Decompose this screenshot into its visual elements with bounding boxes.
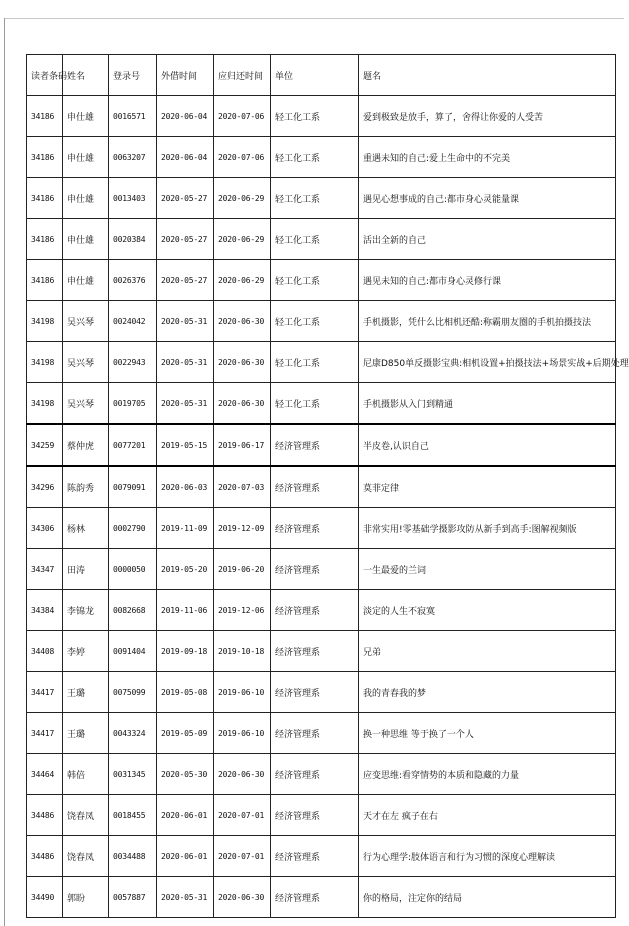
cell-unit: 轻工化工系 — [271, 96, 359, 137]
cell-title: 莫菲定律 — [359, 466, 616, 508]
cell-lend-date: 2019-11-09 — [157, 508, 214, 549]
cell-lend-date: 2020-05-31 — [157, 301, 214, 342]
cell-title: 淡定的人生不寂寞 — [359, 590, 616, 631]
header-unit: 单位 — [271, 55, 359, 96]
cell-reg-no: 0063207 — [109, 137, 157, 178]
cell-reader-id: 34347 — [27, 549, 63, 590]
cell-lend-date: 2019-09-18 — [157, 631, 214, 672]
table-row — [27, 219, 616, 260]
cell-name: 申仕雄 — [63, 260, 109, 301]
cell-unit: 经济管理系 — [271, 508, 359, 549]
cell-name: 吴兴琴 — [63, 301, 109, 342]
cell-title: 兄弟 — [359, 631, 616, 672]
cell-unit: 经济管理系 — [271, 549, 359, 590]
cell-due-date: 2019-06-10 — [214, 672, 271, 713]
cell-unit: 经济管理系 — [271, 590, 359, 631]
table-body — [27, 96, 629, 918]
cell-name: 王璐 — [63, 713, 109, 754]
cell-unit: 经济管理系 — [271, 754, 359, 795]
cell-unit: 经济管理系 — [271, 466, 359, 508]
table-row — [27, 383, 616, 425]
cell-reader-id: 34384 — [27, 590, 63, 631]
cell-lend-date: 2020-06-04 — [157, 137, 214, 178]
cell-reader-id: 34186 — [27, 96, 63, 137]
cell-title: 半皮卷,认识自己 — [359, 424, 616, 466]
cell-title: 遇见心想事成的自己:都市身心灵能量课 — [359, 178, 616, 219]
cell-reg-no: 0034488 — [109, 836, 157, 877]
cell-title: 应变思维:看穿情势的本质和隐藏的力量 — [359, 754, 616, 795]
cell-name: 申仕雄 — [63, 178, 109, 219]
cell-reader-id: 34417 — [27, 672, 63, 713]
cell-name: 郭盼 — [63, 877, 109, 918]
cell-reader-id: 34417 — [27, 713, 63, 754]
cell-name: 申仕雄 — [63, 219, 109, 260]
cell-lend-date: 2019-05-09 — [157, 713, 214, 754]
cell-due-date: 2020-06-30 — [214, 342, 271, 383]
cell-reg-no: 0018455 — [109, 795, 157, 836]
cell-name: 蔡仲虎 — [63, 424, 109, 466]
page-top-edge — [4, 18, 624, 19]
cell-name: 申仕雄 — [63, 137, 109, 178]
cell-title: 我的青春我的梦 — [359, 672, 616, 713]
cell-due-date: 2020-07-01 — [214, 836, 271, 877]
cell-lend-date: 2019-05-15 — [157, 424, 214, 466]
cell-reg-no: 0091404 — [109, 631, 157, 672]
table-row — [27, 178, 616, 219]
table-row — [27, 260, 616, 301]
cell-due-date: 2019-10-18 — [214, 631, 271, 672]
cell-lend-date: 2020-06-03 — [157, 466, 214, 508]
cell-due-date: 2020-06-30 — [214, 301, 271, 342]
cell-due-date: 2020-07-03 — [214, 466, 271, 508]
cell-title: 爱到极致是放手，算了，舍得让你爱的人受苦 — [359, 96, 616, 137]
cell-reg-no: 0022943 — [109, 342, 157, 383]
cell-unit: 经济管理系 — [271, 836, 359, 877]
cell-title: 行为心理学:肢体语言和行为习惯的深度心理解读 — [359, 836, 616, 877]
cell-lend-date: 2020-05-27 — [157, 178, 214, 219]
cell-reg-no: 0077201 — [109, 424, 157, 466]
cell-reader-id: 34408 — [27, 631, 63, 672]
cell-unit: 轻工化工系 — [271, 137, 359, 178]
cell-reg-no: 0024042 — [109, 301, 157, 342]
table-row — [27, 301, 616, 342]
header-reader-id: 读者条码 — [27, 55, 63, 96]
cell-due-date: 2019-06-17 — [214, 424, 271, 466]
cell-unit: 轻工化工系 — [271, 383, 359, 425]
header-lend-date: 外借时间 — [157, 55, 214, 96]
cell-reg-no: 0031345 — [109, 754, 157, 795]
cell-reader-id: 34186 — [27, 219, 63, 260]
cell-due-date: 2020-06-30 — [214, 754, 271, 795]
cell-lend-date: 2020-06-01 — [157, 836, 214, 877]
cell-reg-no: 0000050 — [109, 549, 157, 590]
overdue-records-table — [26, 54, 629, 918]
table-row — [27, 342, 616, 383]
table-row — [27, 754, 616, 795]
cell-due-date: 2019-06-10 — [214, 713, 271, 754]
cell-unit: 经济管理系 — [271, 713, 359, 754]
cell-reg-no: 0057887 — [109, 877, 157, 918]
cell-name: 吴兴琴 — [63, 342, 109, 383]
cell-reg-no: 0043324 — [109, 713, 157, 754]
cell-name: 李锦龙 — [63, 590, 109, 631]
cell-reader-id: 34198 — [27, 342, 63, 383]
cell-unit: 经济管理系 — [271, 795, 359, 836]
cell-reader-id: 34198 — [27, 301, 63, 342]
cell-title: 重遇未知的自己:爱上生命中的不完美 — [359, 137, 616, 178]
cell-reg-no: 0079091 — [109, 466, 157, 508]
table-row — [27, 466, 616, 508]
cell-name: 饶春凤 — [63, 836, 109, 877]
cell-name: 申仕雄 — [63, 96, 109, 137]
cell-title: 手机摄影从入门到精通 — [359, 383, 616, 425]
cell-reg-no: 0075099 — [109, 672, 157, 713]
cell-reg-no: 0026376 — [109, 260, 157, 301]
cell-lend-date: 2020-05-31 — [157, 383, 214, 425]
cell-lend-date: 2020-05-27 — [157, 219, 214, 260]
cell-name: 田涛 — [63, 549, 109, 590]
cell-lend-date: 2020-06-04 — [157, 96, 214, 137]
cell-reader-id: 34186 — [27, 137, 63, 178]
cell-lend-date: 2019-05-20 — [157, 549, 214, 590]
cell-reader-id: 34186 — [27, 178, 63, 219]
cell-reg-no: 0002790 — [109, 508, 157, 549]
cell-reader-id: 34490 — [27, 877, 63, 918]
table-row — [27, 137, 616, 178]
cell-unit: 轻工化工系 — [271, 178, 359, 219]
cell-unit: 经济管理系 — [271, 672, 359, 713]
cell-reg-no: 0013403 — [109, 178, 157, 219]
cell-lend-date: 2020-05-30 — [157, 754, 214, 795]
cell-reader-id: 34486 — [27, 795, 63, 836]
cell-lend-date: 2019-05-08 — [157, 672, 214, 713]
cell-due-date: 2020-07-06 — [214, 137, 271, 178]
table-row — [27, 672, 616, 713]
cell-reg-no: 0082668 — [109, 590, 157, 631]
cell-reader-id: 34464 — [27, 754, 63, 795]
cell-due-date: 2020-06-30 — [214, 383, 271, 425]
cell-due-date: 2019-06-20 — [214, 549, 271, 590]
table-row — [27, 713, 616, 754]
table-row — [27, 836, 616, 877]
cell-title: 手机摄影，凭什么比相机还酷:称霸朋友圈的手机拍摄技法 — [359, 301, 616, 342]
cell-due-date: 2020-06-29 — [214, 260, 271, 301]
cell-title: 一生最爱的兰词 — [359, 549, 616, 590]
table-row — [27, 590, 616, 631]
table-row — [27, 795, 616, 836]
cell-unit: 轻工化工系 — [271, 342, 359, 383]
cell-unit: 经济管理系 — [271, 424, 359, 466]
cell-reg-no: 0016571 — [109, 96, 157, 137]
cell-reg-no: 0020384 — [109, 219, 157, 260]
cell-reader-id: 34186 — [27, 260, 63, 301]
cell-reader-id: 34296 — [27, 466, 63, 508]
cell-title: 活出全新的自己 — [359, 219, 616, 260]
cell-name: 吴兴琴 — [63, 383, 109, 425]
page-left-edge — [4, 18, 5, 926]
cell-name: 王璐 — [63, 672, 109, 713]
cell-reader-id: 34306 — [27, 508, 63, 549]
table-row — [27, 424, 616, 466]
cell-lend-date: 2020-05-31 — [157, 342, 214, 383]
cell-due-date: 2020-07-01 — [214, 795, 271, 836]
cell-reader-id: 34259 — [27, 424, 63, 466]
cell-name: 杨林 — [63, 508, 109, 549]
table-row — [27, 631, 616, 672]
table-row — [27, 96, 616, 137]
cell-lend-date: 2020-05-27 — [157, 260, 214, 301]
cell-reader-id: 34198 — [27, 383, 63, 425]
cell-reg-no: 0019705 — [109, 383, 157, 425]
cell-due-date: 2020-06-29 — [214, 219, 271, 260]
cell-due-date: 2020-06-30 — [214, 877, 271, 918]
cell-title: 尼康D850单反摄影宝典:相机设置+拍摄技法+场景实战+后期处理 — [359, 342, 616, 383]
header-name: 姓名 — [63, 55, 109, 96]
header-title: 题名 — [359, 55, 616, 96]
cell-lend-date: 2019-11-06 — [157, 590, 214, 631]
table-row — [27, 877, 616, 918]
cell-due-date: 2020-06-29 — [214, 178, 271, 219]
cell-unit: 轻工化工系 — [271, 260, 359, 301]
cell-title: 天才在左 疯子在右 — [359, 795, 616, 836]
cell-lend-date: 2020-05-31 — [157, 877, 214, 918]
cell-due-date: 2019-12-06 — [214, 590, 271, 631]
cell-unit: 经济管理系 — [271, 877, 359, 918]
table-row — [27, 549, 616, 590]
cell-title: 非常实用!零基础学摄影攻防从新手到高手:图解视频版 — [359, 508, 616, 549]
cell-name: 饶春凤 — [63, 795, 109, 836]
cell-unit: 轻工化工系 — [271, 219, 359, 260]
cell-unit: 轻工化工系 — [271, 301, 359, 342]
cell-name: 韩倍 — [63, 754, 109, 795]
cell-due-date: 2019-12-09 — [214, 508, 271, 549]
cell-title: 遇见未知的自己:都市身心灵修行课 — [359, 260, 616, 301]
cell-title: 你的格局，注定你的结局 — [359, 877, 616, 918]
cell-due-date: 2020-07-06 — [214, 96, 271, 137]
cell-name: 陈韵秀 — [63, 466, 109, 508]
cell-lend-date: 2020-06-01 — [157, 795, 214, 836]
header-due-date: 应归还时间 — [214, 55, 271, 96]
cell-reader-id: 34486 — [27, 836, 63, 877]
table-header-row — [27, 55, 616, 96]
cell-name: 李婷 — [63, 631, 109, 672]
cell-title: 换一种思维 等于换了一个人 — [359, 713, 616, 754]
header-reg-no: 登录号 — [109, 55, 157, 96]
table-row — [27, 508, 616, 549]
cell-unit: 经济管理系 — [271, 631, 359, 672]
